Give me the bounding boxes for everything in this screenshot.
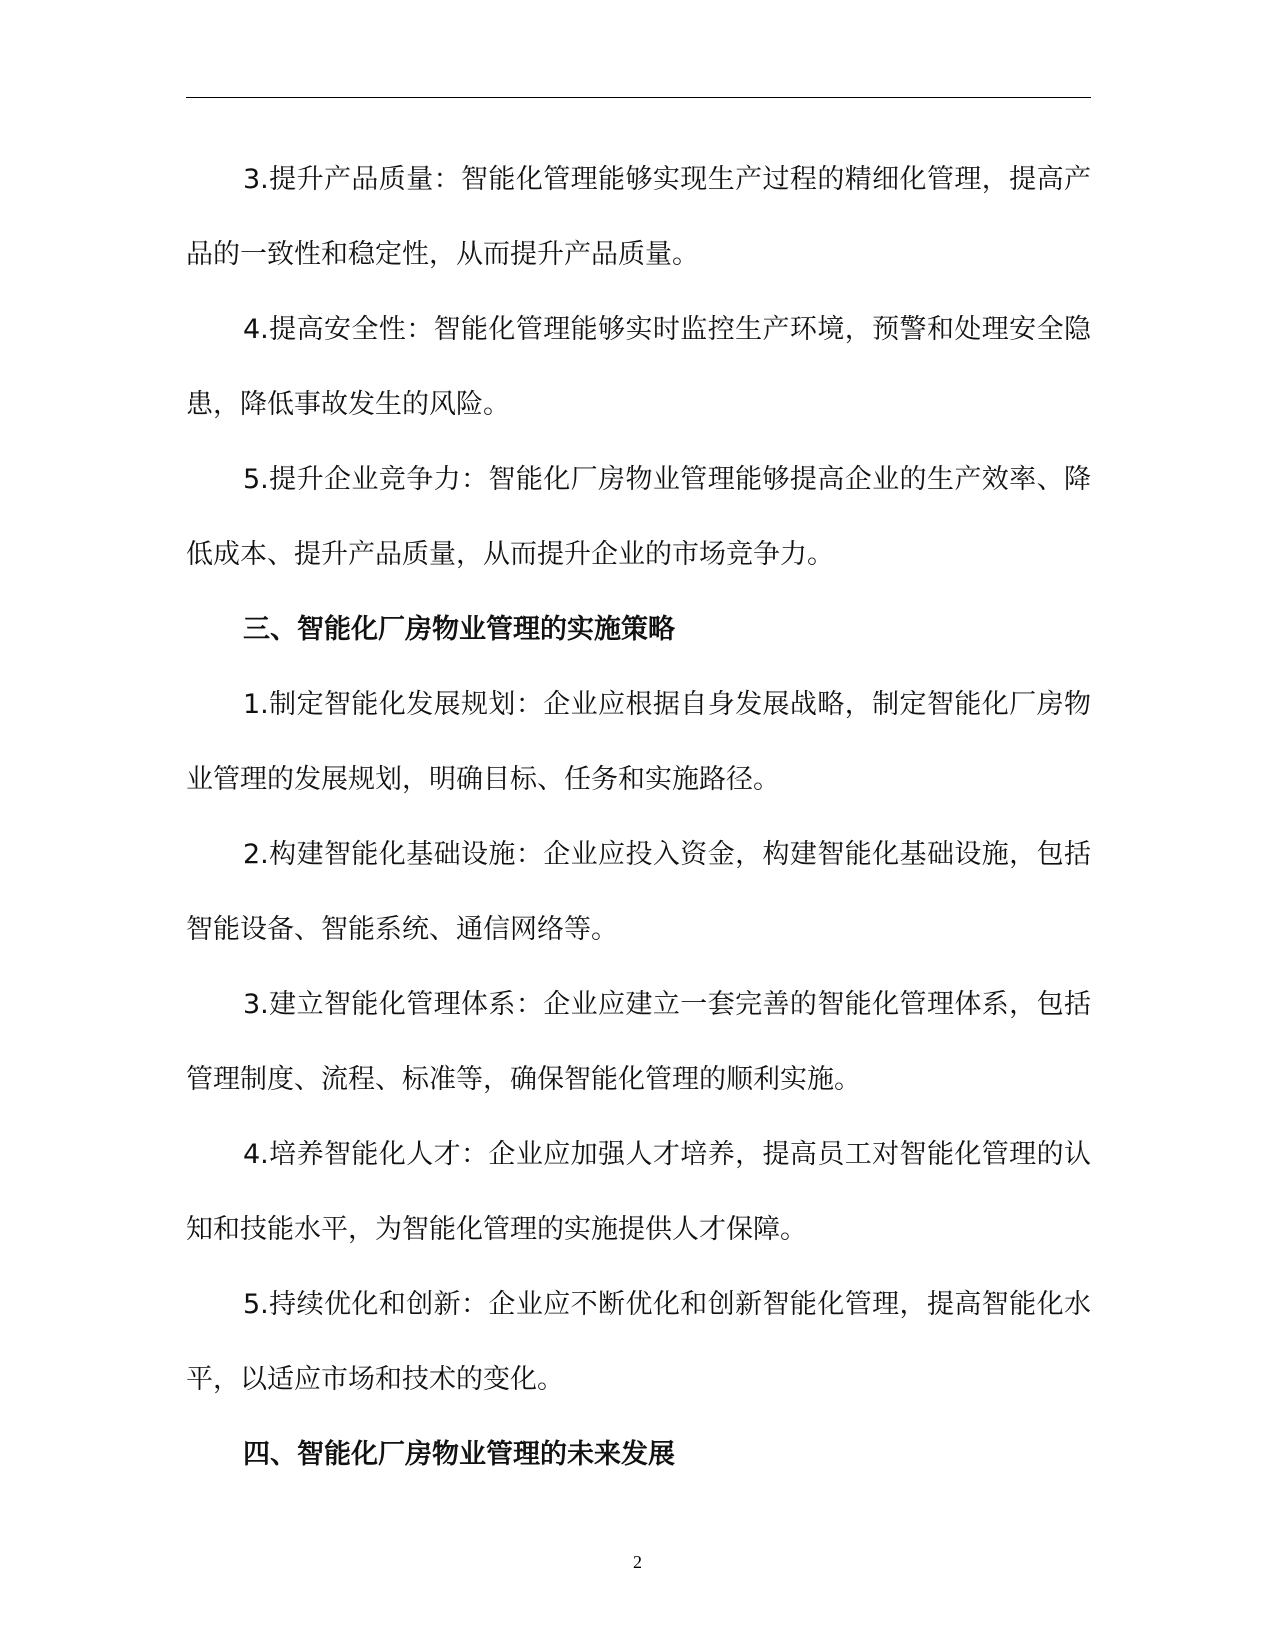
paragraph-planning: 1.制定智能化发展规划：企业应根据自身发展战略，制定智能化厂房物业管理的发展规划，明确目标、任务和实施路径。 [186, 689, 1091, 795]
page-number: 2 [633, 1552, 642, 1572]
paragraph-improve-quality: 3.提升产品质量：智能化管理能够实现生产过程的精细化管理，提高产品的一致性和稳定性，从而提升产品质量。 [186, 164, 1091, 270]
paragraph-talent: 4.培养智能化人才：企业应加强人才培养，提高员工对智能化管理的认知和技能水平，为智能化管理的实施提供人才保障。 [186, 1139, 1091, 1245]
paragraph-competitiveness: 5.提升企业竞争力：智能化厂房物业管理能够提高企业的生产效率、降低成本、提升产品质量，从而提升企业的市场竞争力。 [186, 464, 1091, 570]
paragraph-optimization: 5.持续优化和创新：企业应不断优化和创新智能化管理，提高智能化水平，以适应市场和技术的变化。 [186, 1289, 1091, 1395]
paragraph-management-system: 3.建立智能化管理体系：企业应建立一套完善的智能化管理体系，包括管理制度、流程、标准等，确保智能化管理的顺利实施。 [186, 989, 1091, 1095]
section-heading-future: 四、智能化厂房物业管理的未来发展 [243, 1439, 675, 1470]
section-heading-implementation: 三、智能化厂房物业管理的实施策略 [243, 614, 675, 645]
paragraph-improve-safety: 4.提高安全性：智能化管理能够实时监控生产环境，预警和处理安全隐患，降低事故发生的风险。 [186, 314, 1091, 420]
paragraph-infrastructure: 2.构建智能化基础设施：企业应投入资金，构建智能化基础设施，包括智能设备、智能系统、通信网络等。 [186, 839, 1091, 945]
header-rule [186, 97, 1091, 98]
document-body [186, 142, 1091, 1492]
